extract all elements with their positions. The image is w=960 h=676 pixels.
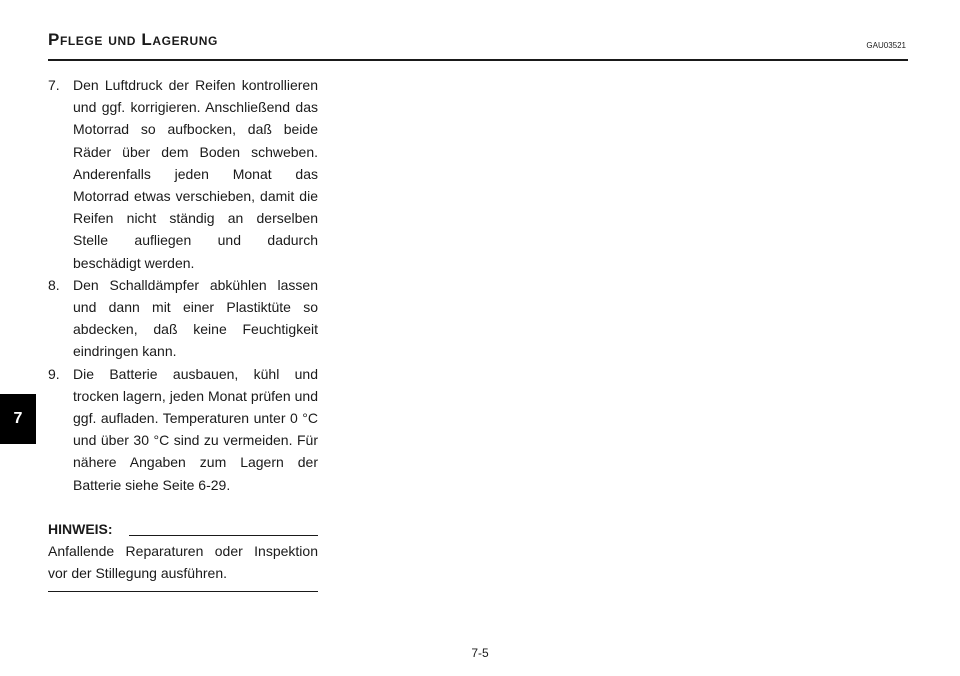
step-number: 7. [48,77,60,93]
step-number: 8. [48,276,60,293]
note-box [48,518,318,593]
chapter-tab: 7 [0,394,36,444]
step-item [48,363,318,496]
page-title: Pflege und Lagerung [48,30,218,49]
note-label: HINWEIS: [48,520,113,537]
note-header [48,518,318,540]
content-column [48,74,318,592]
step-text: Den Luftdruck der Reifen kontrollieren und ggf. korrigieren. Anschließend das Motorrad so aufbocken, daß beide Räder über dem Boden schweben. Anderenfalls jeden Monat das Motorrad etwas verschieben, damit die Reifen nicht ständig an derselben Stelle aufliegen und dadurch beschädigt werden. [73,77,318,271]
step-text: Die Batterie ausbauen, kühl und trocken lagern, jeden Monat prüfen und ggf. aufladen. Temperaturen unter 0 °C und über 30 °C sind zu vermeiden. Für nähere Angaben zum Lagern der Batterie siehe Seite 6-29. [73,365,318,493]
step-text: Den Schalldämpfer abkühlen lassen und dann mit einer Plastiktüte so abdecken, daß keine Feuchtigkeit eindringen kann. [73,276,318,360]
page-number: 7-5 [471,646,489,660]
document-code: GAU03521 [866,41,906,50]
note-text: Anfallende Reparaturen oder Inspektion vor der Stillegung ausführen. [48,543,318,582]
step-number: 9. [48,365,60,382]
step-list [48,74,318,496]
step-item [48,74,318,274]
note-header-rule [129,535,318,536]
step-item [48,274,318,363]
header-rule [48,59,908,61]
note-end-rule [48,591,318,592]
